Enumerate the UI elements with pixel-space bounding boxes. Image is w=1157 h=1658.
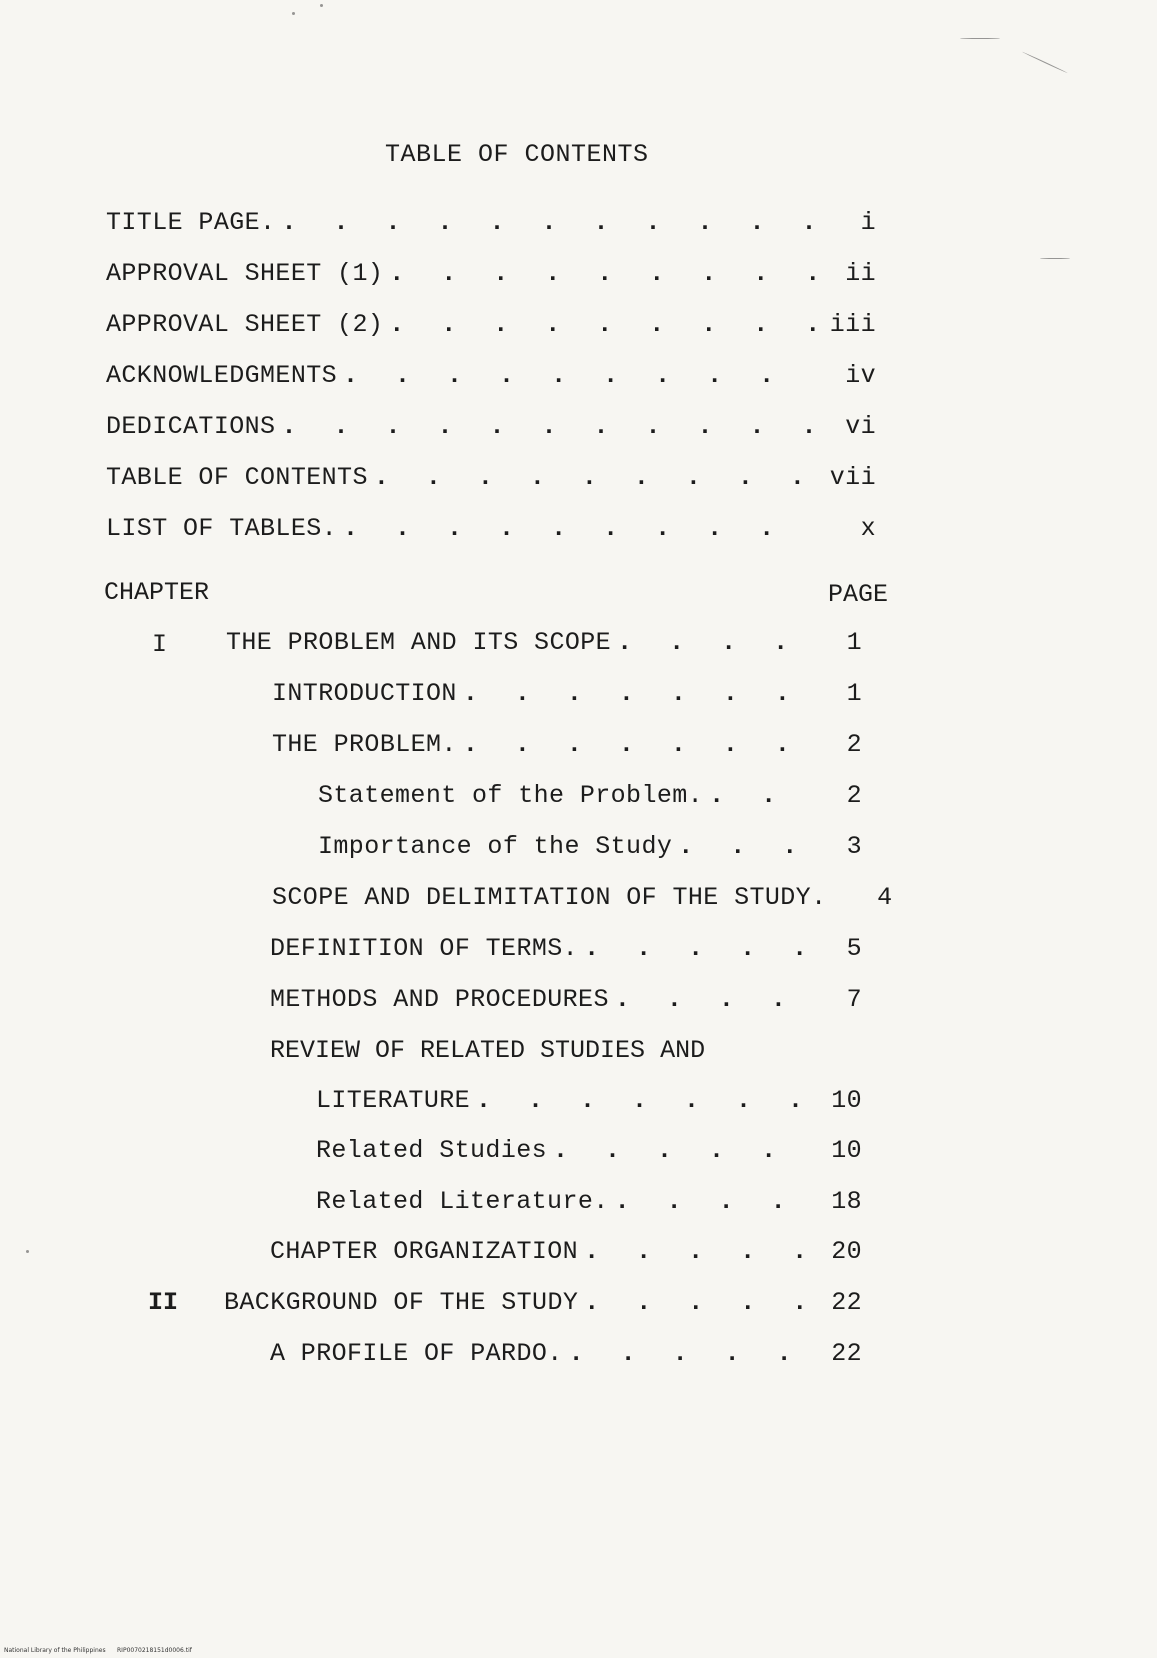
chapter-numeral: II — [148, 1288, 179, 1317]
toc-entry-label: Related Literature. — [316, 1187, 609, 1216]
leader-dots — [553, 1136, 802, 1165]
leader-dots — [584, 1288, 802, 1317]
scan-speck — [320, 4, 323, 7]
leader-dots — [709, 781, 802, 810]
leader-dots — [343, 361, 816, 390]
toc-entry-page: 18 — [831, 1187, 862, 1216]
leader-dots — [615, 985, 802, 1014]
toc-entry-label: SCOPE AND DELIMITATION OF THE STUDY. — [272, 883, 827, 912]
toc-entry-page: 20 — [831, 1237, 862, 1266]
page-title: TABLE OF CONTENTS — [385, 140, 649, 169]
toc-entry-label: THE PROBLEM. — [272, 730, 457, 759]
toc-entry-approval-sheet-1 — [106, 259, 876, 295]
toc-entry-dedications — [106, 412, 876, 448]
toc-entry-page: vii — [829, 463, 876, 492]
toc-entry-page: 3 — [846, 832, 862, 861]
leader-dots — [281, 208, 816, 237]
leader-dots — [569, 1339, 802, 1368]
leader-dots — [374, 463, 816, 492]
toc-entry-subsection — [318, 832, 862, 868]
toc-entry-approval-sheet-2 — [106, 310, 876, 346]
toc-entry-section — [270, 1339, 862, 1375]
leader-dots — [678, 832, 802, 861]
toc-entry-label: DEFINITION OF TERMS. — [270, 934, 579, 963]
leader-dots — [463, 679, 802, 708]
toc-entry-label: DEDICATIONS — [106, 412, 276, 441]
scan-speck — [292, 12, 295, 15]
toc-entry-page: 2 — [846, 730, 862, 759]
leader-dots — [476, 1086, 802, 1115]
toc-entry-page: 7 — [846, 985, 862, 1014]
leader-dots — [615, 1187, 802, 1216]
toc-entry-label: Related Studies — [316, 1136, 548, 1165]
scan-footer: National Library of the Philippines RIP0070218151d0006.tif — [4, 1647, 192, 1654]
toc-entry-page: 4 — [877, 883, 893, 912]
toc-entry-label: TITLE PAGE. — [106, 208, 276, 237]
leader-dots — [584, 1237, 802, 1266]
toc-entry-label: ACKNOWLEDGMENTS — [106, 361, 338, 390]
scan-speck — [1040, 258, 1070, 259]
toc-entry-page: 22 — [831, 1339, 862, 1368]
scan-speck — [960, 38, 1000, 39]
toc-entry-page: 2 — [846, 781, 862, 810]
leader-dots — [389, 310, 816, 339]
toc-entry-section — [270, 985, 862, 1021]
toc-entry-page: 5 — [846, 934, 862, 963]
toc-entry-page: i — [860, 208, 876, 237]
toc-entry-page: iii — [829, 310, 876, 339]
toc-entry-label: TABLE OF CONTENTS — [106, 463, 368, 492]
toc-entry-label: A PROFILE OF PARDO. — [270, 1339, 563, 1368]
toc-entry-page: 22 — [831, 1288, 862, 1317]
toc-entry-subsection — [316, 1136, 862, 1172]
toc-entry-section — [272, 679, 862, 715]
toc-entry-label: APPROVAL SHEET (1) — [106, 259, 384, 288]
toc-entry-section — [272, 883, 893, 919]
scan-speck — [26, 1250, 29, 1253]
leader-dots — [463, 730, 802, 759]
leader-dots — [343, 514, 816, 543]
toc-entry-page: vi — [845, 412, 876, 441]
toc-entry-page: 1 — [846, 679, 862, 708]
toc-entry-label: Statement of the Problem. — [318, 781, 704, 810]
toc-entry-section — [270, 1237, 862, 1273]
leader-dots — [281, 412, 816, 441]
toc-entry-label: LIST OF TABLES. — [106, 514, 338, 543]
toc-entry-acknowledgments — [106, 361, 876, 397]
toc-entry-page: x — [860, 514, 876, 543]
toc-entry-table-of-contents — [106, 463, 876, 499]
toc-entry-label: THE PROBLEM AND ITS SCOPE — [226, 628, 612, 657]
toc-entry-list-of-tables — [106, 514, 876, 550]
toc-entry-subsection — [318, 781, 862, 817]
toc-entry-subsection — [316, 1086, 862, 1122]
toc-entry-label: BACKGROUND OF THE STUDY — [224, 1288, 579, 1317]
toc-entry-label: LITERATURE — [316, 1086, 471, 1115]
toc-entry-label: APPROVAL SHEET (2) — [106, 310, 384, 339]
toc-entry-chapter — [224, 1288, 862, 1324]
leader-dots — [584, 934, 802, 963]
leader-dots — [617, 628, 802, 657]
toc-entry-page: 1 — [846, 628, 862, 657]
toc-entry-chapter — [226, 628, 862, 664]
toc-entry-page: 10 — [831, 1086, 862, 1115]
toc-entry-label: Importance of the Study — [318, 832, 673, 861]
toc-entry-label: METHODS AND PROCEDURES — [270, 985, 609, 1014]
chapter-numeral: I — [152, 630, 168, 659]
chapter-column-header: CHAPTER — [104, 578, 210, 607]
leader-dots — [389, 259, 816, 288]
toc-entry-label: INTRODUCTION — [272, 679, 457, 708]
toc-entry-subsection — [316, 1187, 862, 1223]
toc-entry-section — [272, 730, 862, 766]
toc-entry-label: CHAPTER ORGANIZATION — [270, 1237, 579, 1266]
toc-entry-page: 10 — [831, 1136, 862, 1165]
page-column-header: PAGE — [828, 580, 889, 609]
toc-entry-section-continued: REVIEW OF RELATED STUDIES AND — [270, 1036, 706, 1065]
toc-entry-page: iv — [845, 361, 876, 390]
toc-entry-section — [270, 934, 862, 970]
toc-entry-title-page — [106, 208, 876, 244]
toc-entry-page: ii — [845, 259, 876, 288]
scan-speck — [1022, 51, 1068, 73]
